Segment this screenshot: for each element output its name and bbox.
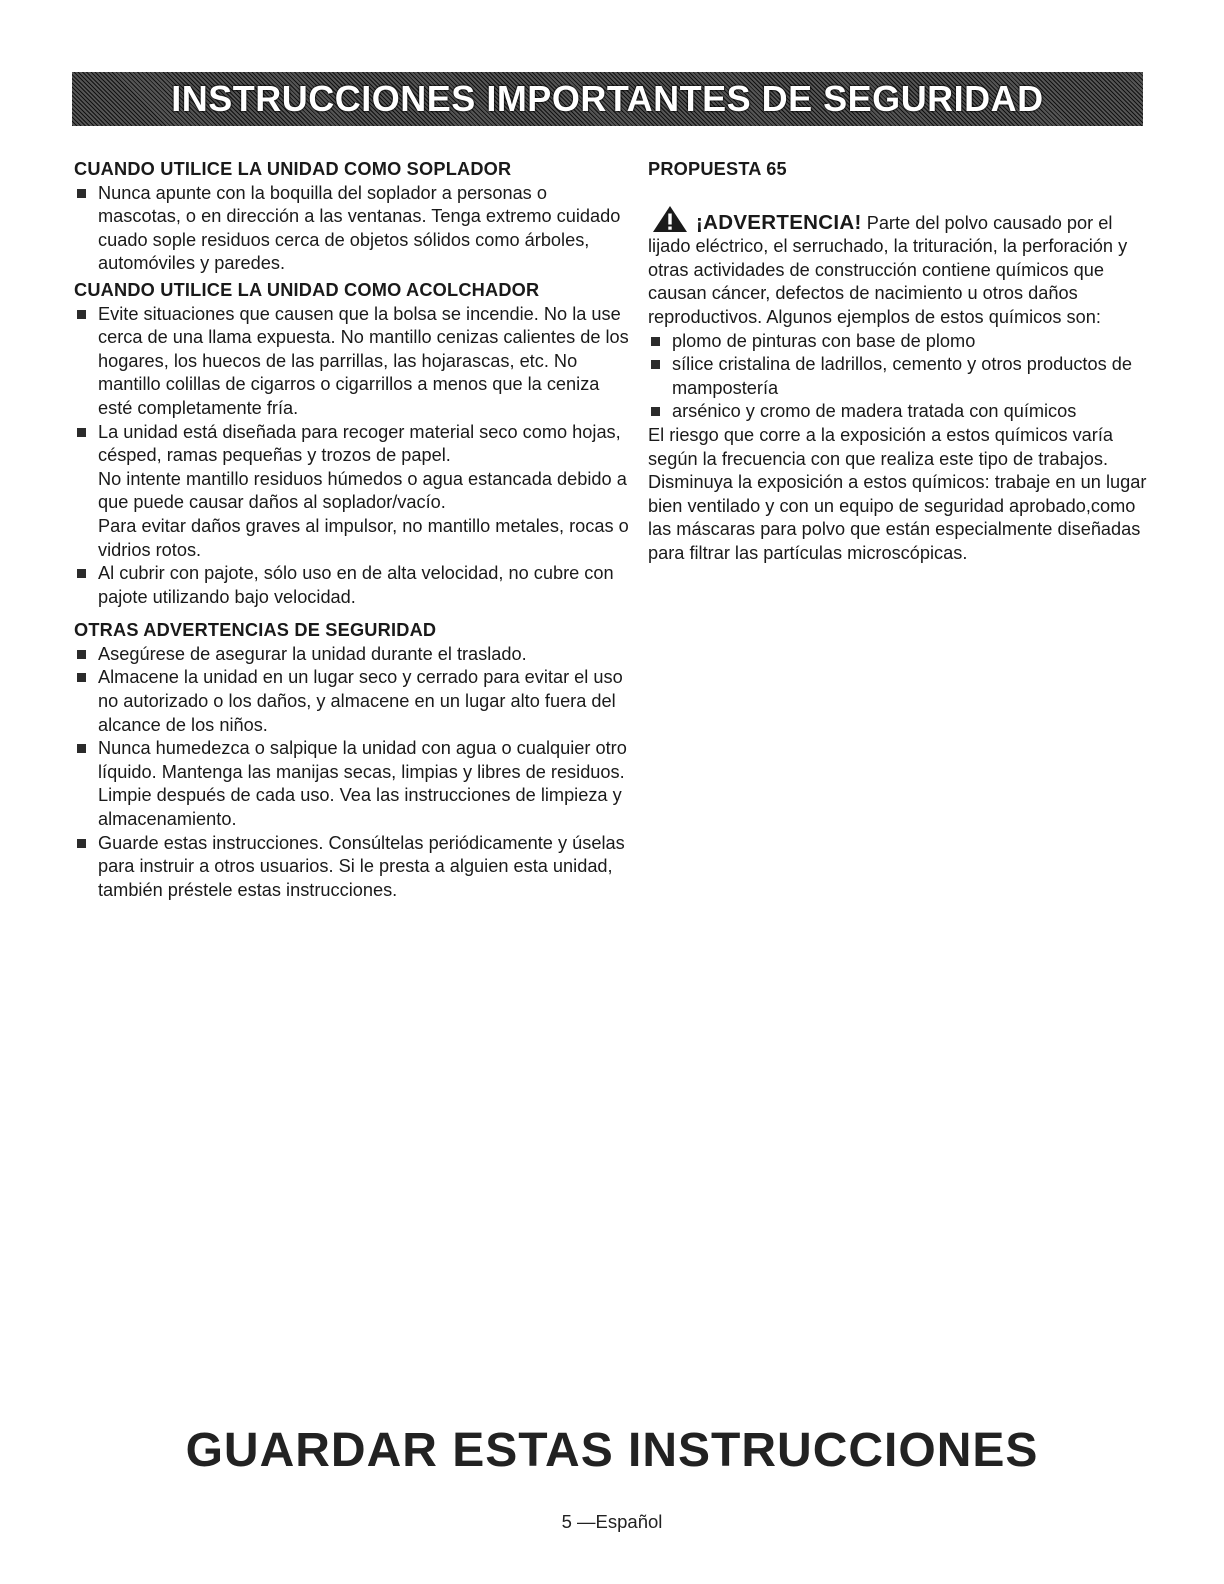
right-column	[648, 158, 1153, 566]
list-item	[74, 303, 634, 421]
list-item-text: Guarde estas instrucciones. Consúltelas periódicamente y úselas para instruir a otros usuarios. Si le presta a alguien esta unidad, también préstele estas instrucciones.	[98, 832, 625, 900]
list-item-text: sílice cristalina de ladrillos, cemento y otros productos de mampostería	[672, 354, 1132, 398]
bullet-list	[74, 182, 634, 276]
list-item-text: Nunca humedezca o salpique la unidad con agua o cualquier otro líquido. Mantenga las manijas secas, limpias y libres de residuos. Limpie después de cada uso. Vea las instrucciones de limpieza y almacenamiento.	[98, 738, 627, 830]
list-item-text: Nunca apunte con la boquilla del soplador a personas o mascotas, o en dirección a las ventanas. Tenga extremo cuidado cuado sople residuos cerca de objetos sólidos como árboles, automóviles y paredes.	[98, 182, 621, 274]
chemical-list	[648, 330, 1153, 424]
bullet-list	[74, 643, 634, 903]
header-banner	[72, 72, 1143, 126]
list-item	[74, 737, 634, 831]
list-item	[74, 562, 634, 609]
list-item-text: Para evitar daños graves al impulsor, no mantillo metales, rocas o vidrios rotos.	[98, 515, 629, 560]
reduce-exposure-text: Disminuya la exposición a estos químicos: trabaje en un lugar bien ventilado y con un equipo de seguridad aprobado,como las máscaras para polvo que están especialmente diseñadas para filtrar las partículas microscópicas.	[648, 472, 1147, 563]
page-number: 5 —Español	[561, 1511, 663, 1532]
risk-text: El riesgo que corre a la exposición a estos químicos varía según la frecuencia con que realiza este tipo de trabajos.	[648, 424, 1114, 469]
list-item-text: La unidad está diseñada para recoger material seco como hojas, césped, ramas pequeñas y trozos de papel.	[98, 421, 621, 466]
list-item	[74, 182, 634, 276]
list-item-text: Almacene la unidad en un lugar seco y cerrado para evitar el uso no autorizado o los daños, y almacene en un lugar alto fuera del alcance de los niños.	[98, 667, 623, 735]
bullet-list	[74, 303, 634, 610]
list-item	[74, 666, 634, 737]
save-instructions-title: GUARDAR ESTAS INSTRUCCIONES	[185, 1424, 1039, 1477]
list-item	[648, 353, 1153, 400]
list-item-text: No intente mantillo residuos húmedos o agua estancada debido a que puede causar daños al soplador/vacío.	[98, 468, 627, 513]
left-column	[74, 158, 634, 905]
warning-paragraph	[648, 205, 1153, 330]
warning-text: Parte del polvo causado por el lijado eléctrico, el serruchado, la trituración, la perforación y otras actividades de construcción contiene químicos que causan cáncer, defectos de nacimiento u otros daños reproductivos. Algunos ejemplos de estos químicos son:	[648, 212, 1128, 327]
warning-triangle-icon	[652, 205, 688, 233]
list-item-text: Evite situaciones que causen que la bolsa se incendie. No la use cerca de una llama expuesta. No mantillo cenizas calientes de los hogares, los huecos de las parrillas, las hojarascas, etc. No mantillo colillas de cigarros o cigarrillos a menos que la ceniza esté completamente fría.	[98, 303, 629, 418]
section-heading: OTRAS ADVERTENCIAS DE SEGURIDAD	[74, 620, 437, 641]
section-otras	[74, 619, 634, 902]
page-title: INSTRUCCIONES IMPORTANTES DE SEGURIDAD	[171, 78, 1044, 119]
section-heading: CUANDO UTILICE LA UNIDAD COMO ACOLCHADOR	[74, 279, 540, 300]
section-heading: PROPUESTA 65	[648, 159, 787, 179]
list-item	[648, 400, 1153, 424]
section-acolchador	[74, 279, 634, 609]
list-item-text: plomo de pinturas con base de plomo	[672, 330, 976, 351]
list-item	[74, 643, 634, 667]
section-heading: CUANDO UTILICE LA UNIDAD COMO SOPLADOR	[74, 159, 512, 179]
list-item-text: arsénico y cromo de madera tratada con químicos	[672, 401, 1077, 422]
warning-title: ¡ADVERTENCIA!	[696, 210, 862, 234]
list-item-text: Asegúrese de asegurar la unidad durante el traslado.	[98, 643, 527, 664]
list-item	[74, 421, 634, 563]
section-soplador	[74, 158, 634, 276]
list-item-text: Al cubrir con pajote, sólo uso en de alta velocidad, no cubre con pajote utilizando bajo velocidad.	[98, 563, 614, 607]
list-item	[648, 330, 1153, 354]
list-item	[74, 832, 634, 903]
